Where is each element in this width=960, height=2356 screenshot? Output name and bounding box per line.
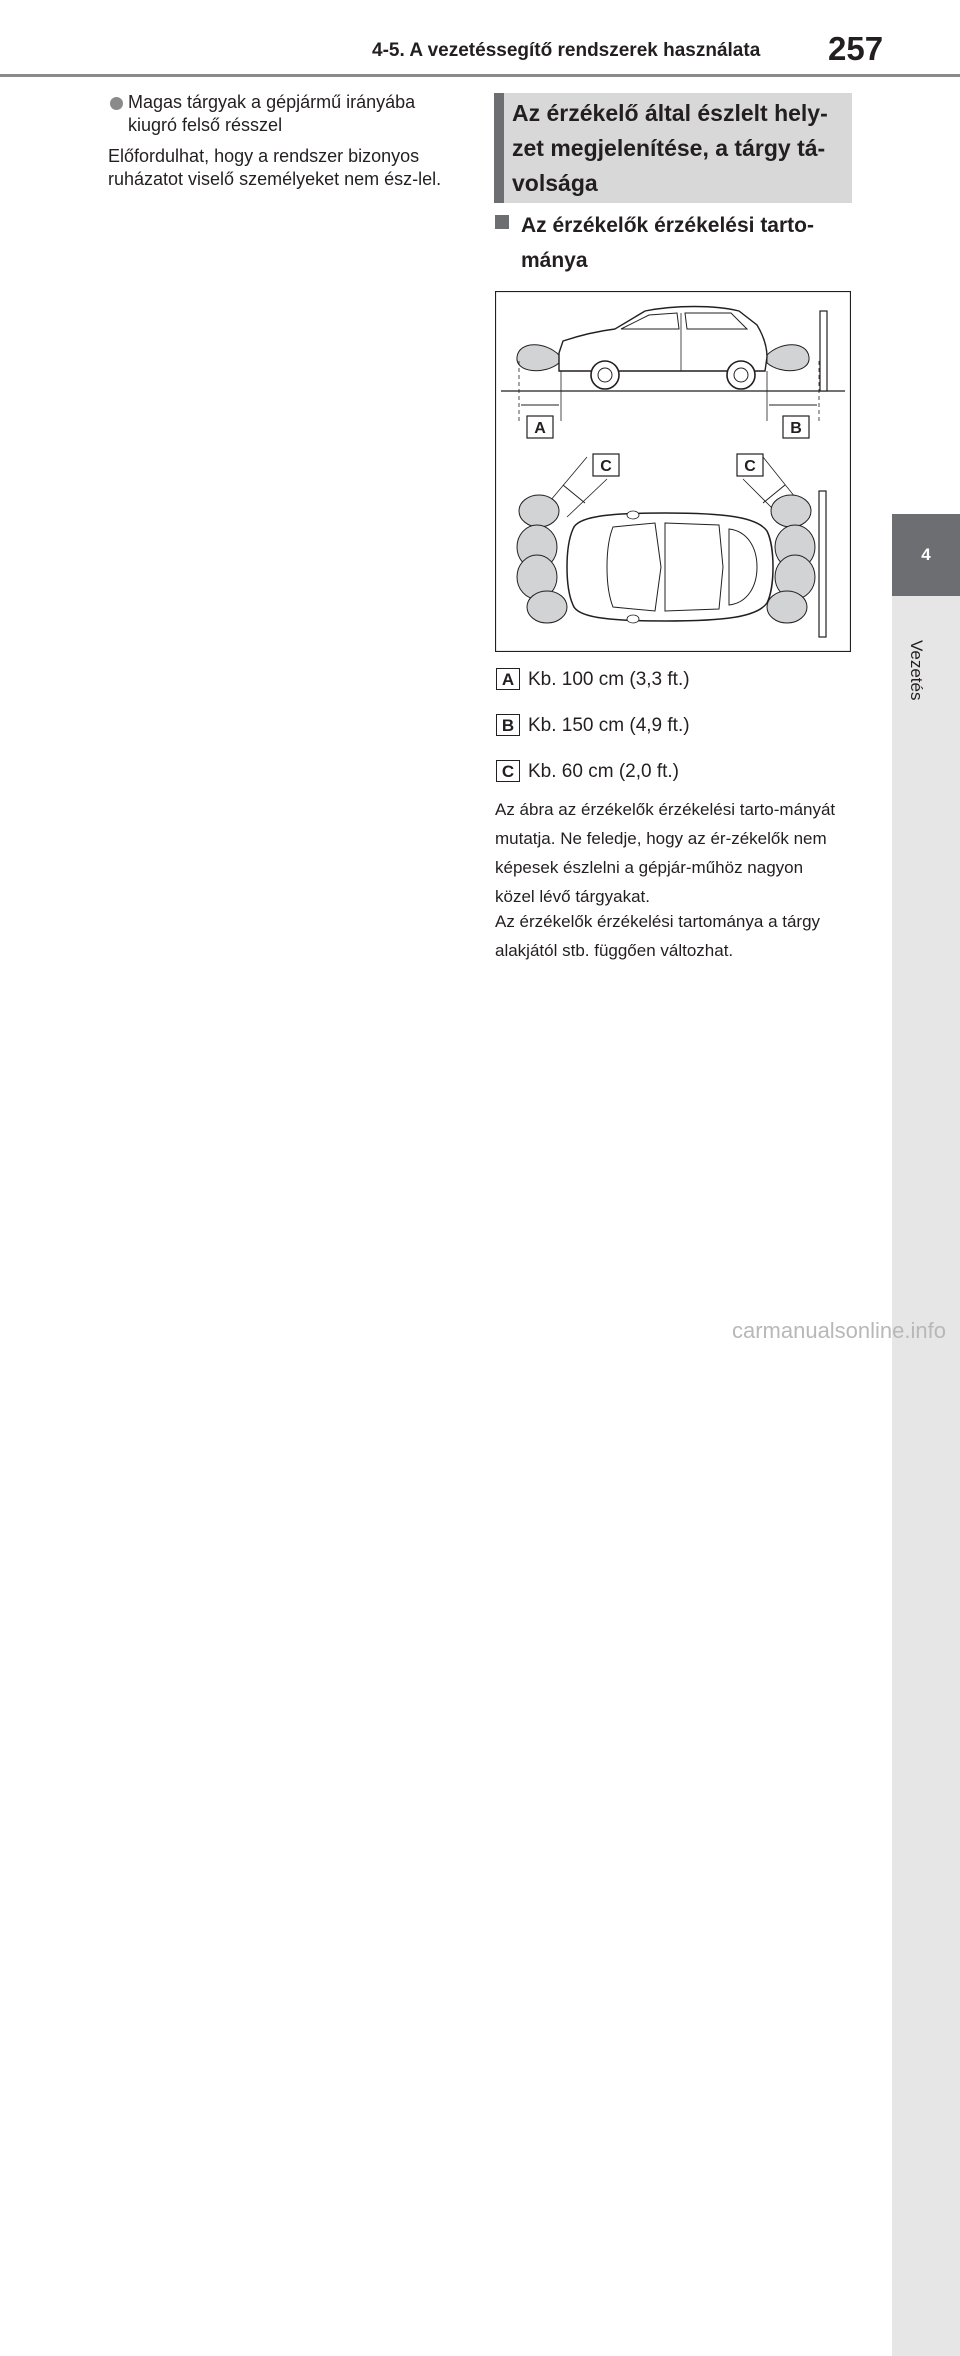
header-rule bbox=[0, 74, 960, 77]
section-heading: Az érzékelő által észlelt hely-zet megjelenítése, a tárgy tá-volsága bbox=[512, 100, 828, 196]
legend-text-a: Kb. 100 cm (3,3 ft.) bbox=[528, 669, 690, 690]
figure-label-a: A bbox=[534, 420, 546, 437]
side-wall bbox=[819, 491, 826, 637]
page-number: 257 bbox=[828, 30, 884, 67]
body-paragraph: Az érzékelők érzékelési tartománya a tárgy alakjától stb. függően változhat. bbox=[495, 912, 821, 960]
sensor-lobe-front-corner-right bbox=[527, 591, 567, 623]
chapter-label: Vezetés bbox=[907, 640, 926, 701]
subheading-square-icon bbox=[495, 215, 509, 229]
legend-key-a: A bbox=[496, 668, 520, 690]
sensor-range-figure bbox=[495, 291, 851, 652]
body-paragraph: Az ábra az érzékelők érzékelési tarto-mányát mutatja. Ne feledje, hogy az ér-zékelők nem képesek észlelni a gépjár-műhöz nagyon közel lévő tárgyakat. bbox=[495, 800, 836, 906]
sensor-lobe-rear-corner-right bbox=[767, 591, 807, 623]
chapter-number: 4 bbox=[921, 545, 931, 564]
left-paragraph: Előfordulhat, hogy a rendszer bizonyos ruházatot viselő személyeket nem ész-lel. bbox=[108, 146, 442, 189]
legend-text-b: Kb. 150 cm (4,9 ft.) bbox=[528, 715, 690, 736]
legend-text-c: Kb. 60 cm (2,0 ft.) bbox=[528, 761, 679, 782]
section-heading-bar bbox=[494, 93, 504, 203]
bullet-text: Magas tárgyak a gépjármű irányába kiugró felső résszel bbox=[128, 92, 416, 135]
legend-key-c: C bbox=[496, 760, 520, 782]
legend-key-b: B bbox=[496, 714, 520, 736]
subheading: Az érzékelők érzékelési tarto-mánya bbox=[521, 214, 814, 272]
figure-label-c-right: C bbox=[744, 458, 756, 475]
figure-label-b: B bbox=[790, 420, 802, 437]
figure-label-c-left: C bbox=[600, 458, 612, 475]
running-header: 4-5. A vezetéssegítő rendszerek használata bbox=[372, 40, 761, 61]
chapter-side-bar bbox=[892, 596, 960, 2356]
sensor-lobe-front-corner-left bbox=[519, 495, 559, 527]
bullet-icon bbox=[110, 97, 123, 110]
watermark: carmanualsonline.info bbox=[731, 1318, 946, 1343]
sensor-lobe-rear-corner-left bbox=[771, 495, 811, 527]
rear-wall bbox=[820, 311, 827, 391]
chapter-label-wrap bbox=[902, 640, 926, 730]
